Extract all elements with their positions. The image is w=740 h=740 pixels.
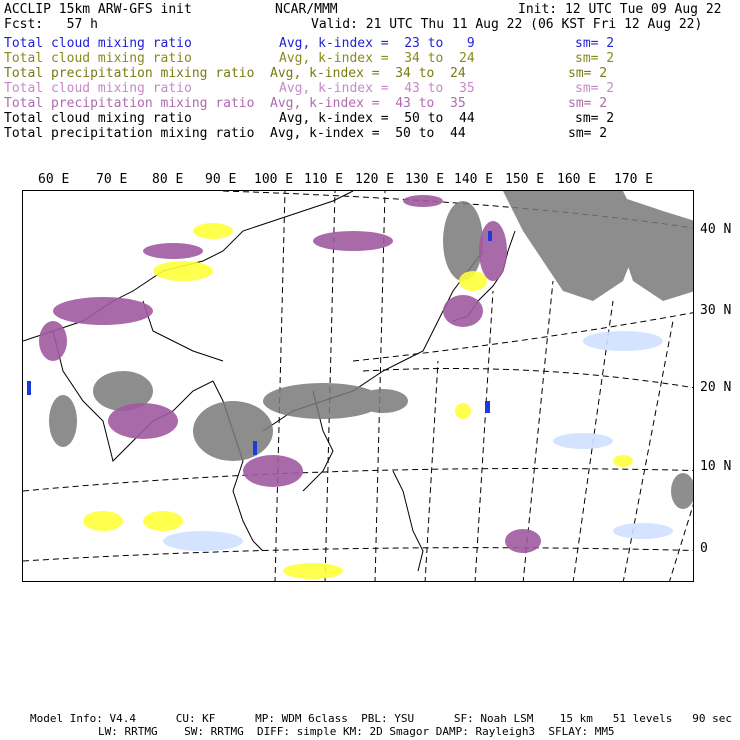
legend-field: Total precipitation mixing ratio: [4, 96, 255, 111]
cloud-yellow-north: [193, 223, 233, 239]
legend-field: Total cloud mixing ratio: [4, 51, 192, 66]
precip-purple-arabia: [39, 321, 67, 361]
gridline-lon: [425, 361, 438, 582]
lon-label: 120 E: [355, 172, 395, 187]
cloud-lightblue-east: [553, 433, 613, 449]
precip-purple-mongolia: [313, 231, 393, 251]
lon-label: 100 E: [254, 172, 294, 187]
cloud-lightblue-far-east: [613, 523, 673, 539]
legend-field: Total cloud mixing ratio: [4, 36, 192, 51]
lon-label: 110 E: [304, 172, 344, 187]
lon-label: 80 E: [152, 172, 184, 187]
legend-avg: Avg, k-index = 50 to 44: [270, 126, 466, 141]
lon-label: 170 E: [614, 172, 654, 187]
gridline-lon: [475, 291, 493, 582]
forecast-hour: Fcst: 57 h: [4, 17, 98, 32]
legend-avg: Avg, k-index = 50 to 44: [279, 111, 475, 126]
gridline-lon: [275, 191, 285, 582]
legend-avg: Avg, k-index = 43 to 35: [270, 96, 466, 111]
precip-purple-eastchina: [443, 295, 483, 327]
cloud-yellow-pacific: [613, 455, 633, 467]
lon-label: 90 E: [205, 172, 237, 187]
model-info-line1: Model Info: V4.4 CU: KF MP: WDM 6class PBL: YSU SF: Noah LSM 15 km 51 levels 90 sec: [30, 712, 732, 725]
legend-avg: Avg, k-index = 34 to 24: [279, 51, 475, 66]
precip-purple-westpac: [505, 529, 541, 553]
legend-sm: sm= 2: [568, 66, 608, 81]
lon-label: 60 E: [38, 172, 70, 187]
gridline-lon: [669, 441, 694, 582]
cloud-lightblue-south: [163, 531, 243, 551]
lat-label: 10 N: [700, 459, 732, 474]
coastline-philippines: [393, 471, 423, 571]
cloud-yellow-indian-ocean: [83, 511, 123, 531]
lon-label: 70 E: [96, 172, 128, 187]
cloud-blue-spot: [27, 381, 31, 395]
legend-avg: Avg, k-index = 34 to 24: [270, 66, 466, 81]
init-time: Init: 12 UTC Tue 09 Aug 22: [518, 2, 722, 17]
legend-sm: sm= 2: [575, 51, 615, 66]
legend-sm: sm= 2: [568, 126, 608, 141]
precip-purple-north: [403, 195, 443, 207]
precip-purple-japan: [479, 221, 507, 281]
cloud-yellow-philippine-sea: [455, 403, 471, 419]
lat-label: 0: [700, 541, 708, 556]
lat-label: 20 N: [700, 380, 732, 395]
model-info-line2: LW: RRTMG SW: RRTMG DIFF: simple KM: 2D Smagor DAMP: Rayleigh3 SFLAY: MM5: [98, 725, 615, 738]
cloud-blue-spot: [488, 231, 492, 241]
gridline-lon: [623, 321, 673, 582]
legend-sm: sm= 2: [568, 96, 608, 111]
lon-label: 160 E: [557, 172, 597, 187]
gridline-lat-20: [363, 369, 694, 392]
legend-field: Total cloud mixing ratio: [4, 111, 192, 126]
lat-label: 30 N: [700, 303, 732, 318]
cloud-gray-taiwan: [358, 389, 408, 413]
legend-field: Total precipitation mixing ratio: [4, 126, 255, 141]
gridline-lon: [375, 191, 385, 582]
cloud-blue-spot: [485, 401, 490, 413]
legend-field: Total precipitation mixing ratio: [4, 66, 255, 81]
lat-label: 40 N: [700, 222, 732, 237]
cloud-lightblue-pacific: [583, 331, 663, 351]
gridline-lat-0: [23, 548, 694, 561]
cloud-blue-spot: [253, 441, 257, 455]
precip-purple-india: [108, 403, 178, 439]
map-panel: [22, 190, 694, 582]
legend-avg: Avg, k-index = 43 to 35: [279, 81, 475, 96]
legend-avg: Avg, k-index = 23 to 9: [279, 36, 475, 51]
legend-sm: sm= 2: [575, 81, 615, 96]
legend-field: Total cloud mixing ratio: [4, 81, 192, 96]
model-title: ACCLIP 15km ARW-GFS init: [4, 2, 192, 17]
lon-label: 140 E: [454, 172, 494, 187]
cloud-gray-arabian: [49, 395, 77, 447]
cloud-yellow-tibet: [153, 261, 213, 281]
precip-purple-westasia: [53, 297, 153, 325]
border-himalaya: [143, 301, 223, 361]
cloud-gray-east: [671, 473, 694, 509]
cloud-gray-bay: [193, 401, 273, 461]
precip-purple-central: [143, 243, 203, 259]
lon-label: 130 E: [405, 172, 445, 187]
gridline-lat-10: [23, 469, 694, 492]
map-canvas: [23, 191, 694, 582]
legend-sm: sm= 2: [575, 36, 615, 51]
cloud-yellow-bay: [143, 511, 183, 531]
precip-purple-indochina: [243, 455, 303, 487]
center-name: NCAR/MMM: [275, 2, 338, 17]
cloud-yellow-china: [459, 271, 487, 291]
legend-sm: sm= 2: [575, 111, 615, 126]
cloud-gray-korea: [443, 201, 483, 281]
valid-time: Valid: 21 UTC Thu 11 Aug 22 (06 KST Fri 12 Aug 22): [311, 17, 703, 32]
cloud-yellow-south: [283, 563, 343, 579]
lon-label: 150 E: [505, 172, 545, 187]
